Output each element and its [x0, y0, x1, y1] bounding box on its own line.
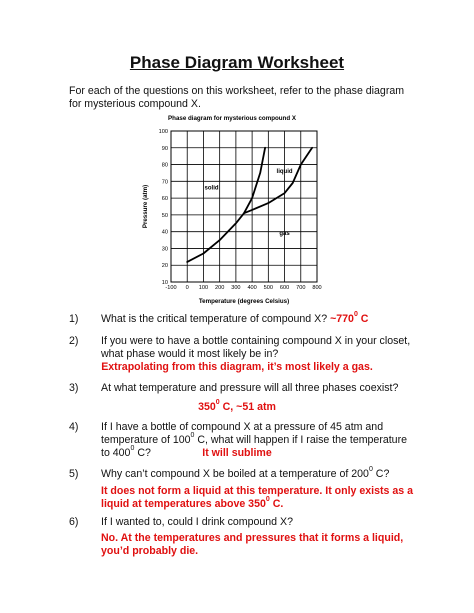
question-text: At what temperature and pressure will all three phases coexist? [101, 382, 399, 394]
question-number: 3) [69, 382, 79, 394]
question-number: 6) [69, 516, 79, 528]
x-tick-label: 200 [214, 285, 225, 291]
x-tick-label: 400 [247, 285, 257, 291]
phase-diagram-chart [118, 110, 328, 310]
answer-4: It will sublime [202, 447, 272, 459]
question-number: 4) [69, 421, 79, 433]
y-tick-label: 100 [158, 129, 168, 135]
answer-3: $350^0$ C, ~51 atm [198, 399, 276, 413]
y-tick-label: 50 [161, 212, 168, 219]
x-tick-label: -100 [165, 285, 177, 291]
x-tick-label: 600 [279, 285, 290, 291]
y-tick-label: 10 [161, 280, 168, 286]
x-tick-label: 300 [231, 285, 241, 291]
y-tick-label: 60 [161, 196, 168, 203]
region-label-solid: solid [204, 185, 219, 192]
y-axis-label: Pressure (atm) [142, 184, 149, 229]
region-label-liquid: liquid [276, 168, 293, 175]
region-label-gas: gas [279, 231, 290, 238]
y-tick-label: 20 [161, 263, 168, 270]
x-tick-label: 800 [312, 285, 322, 291]
x-tick-label: 700 [296, 285, 306, 291]
question-text: If you were to have a bottle containing compound X in your closet, what phase would it most likely be in? [101, 335, 411, 360]
answer-2: Extrapolating from this diagram, it’s most likely a gas. [101, 361, 373, 373]
x-axis-label: Temperature (degrees Celsius) [198, 298, 290, 305]
chart-title: Phase diagram for mysterious compound X [168, 115, 296, 122]
question-number: 1) [69, 313, 79, 325]
answer-5: It does not form a liquid at this temperature. It only exists as a liquid at temperatures above $350^0$ C. [101, 485, 413, 510]
page-title: Phase Diagram Worksheet [129, 53, 345, 72]
y-tick-label: 40 [161, 229, 168, 236]
question-text: What is the critical temperature of compound X? [101, 313, 328, 325]
intro-text: For each of the questions on this worksheet, refer to the phase diagram for mysterious compound X. [69, 85, 405, 110]
question-text: Why can’t compound X be boiled at a temperature of $200^0$ C? [101, 466, 390, 480]
question-text: If I wanted to, could I drink compound X? [101, 516, 293, 528]
question-text: If I have a bottle of compound X at a pressure of 45 atm and temperature of $100^0$ C, what will happen if I raise the temperature to $400^0$ C? [101, 421, 407, 459]
answer-1: $\sim 770^0$ C [330, 311, 369, 325]
x-tick-label: 100 [198, 285, 209, 291]
y-tick-label: 90 [161, 145, 168, 152]
question-number: 2) [69, 335, 79, 347]
x-tick-label: 0 [185, 285, 189, 291]
question-number: 5) [69, 468, 79, 480]
x-tick-label: 500 [263, 285, 274, 291]
phase-boundary-line [244, 148, 265, 213]
chart-ticks [159, 129, 322, 291]
answer-6: No. At the temperatures and pressures that it forms a liquid, you’d probably die. [101, 532, 404, 557]
y-tick-label: 80 [161, 162, 168, 169]
y-tick-label: 70 [161, 179, 168, 186]
y-tick-label: 30 [161, 246, 168, 253]
